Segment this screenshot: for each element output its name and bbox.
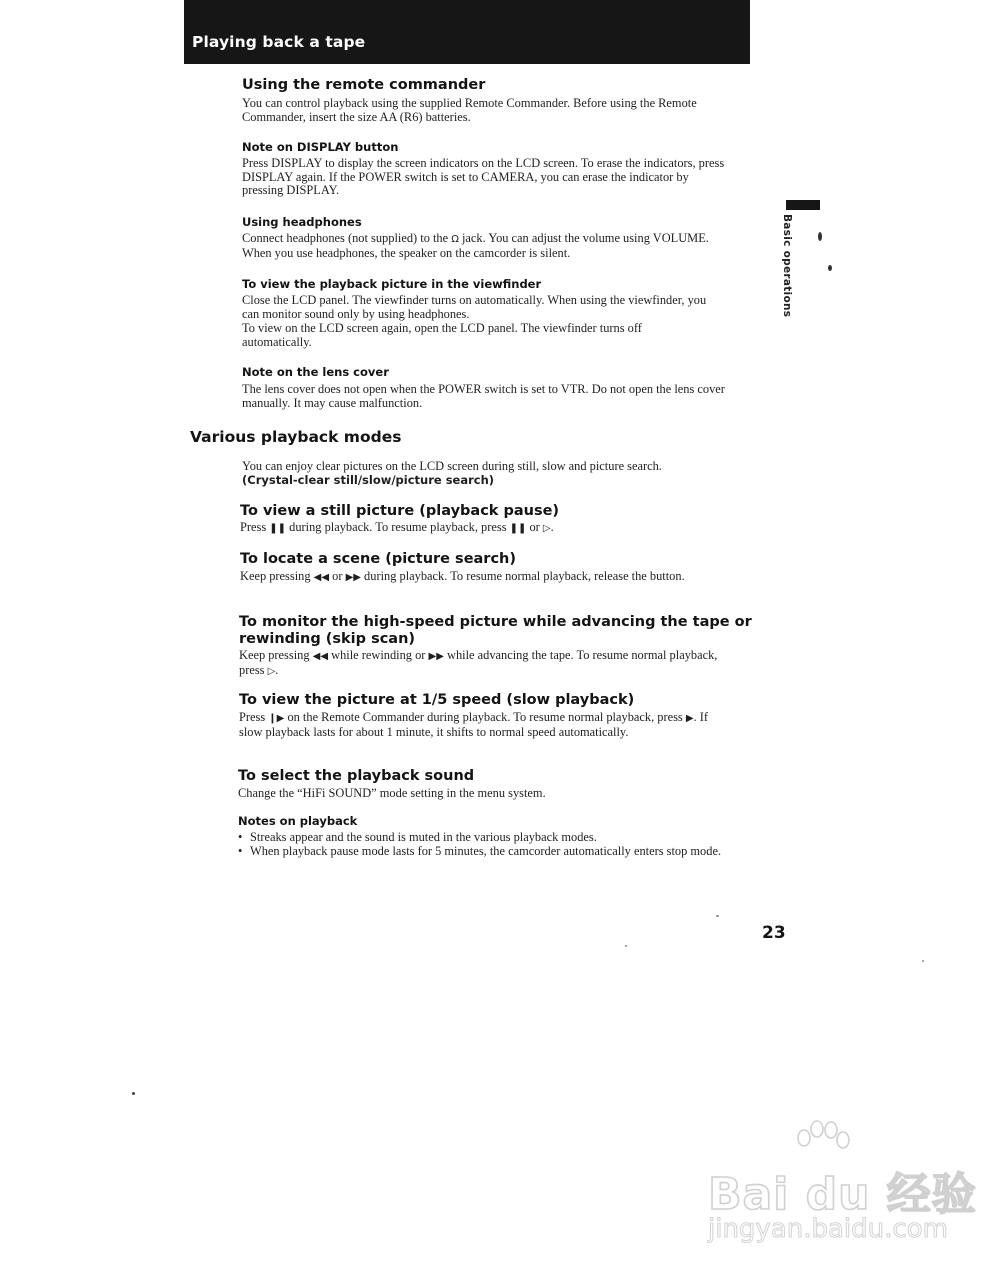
scan-speck: [922, 960, 924, 962]
display-note-heading: Note on DISPLAY button: [242, 140, 399, 154]
still-text: Press ❚❚ during playback. To resume playback, press ❚❚ or ▷.: [240, 520, 554, 534]
fast-forward-icon: ▶▶: [428, 651, 444, 662]
play-icon: ▷: [267, 665, 276, 677]
rewind-icon: ◀◀: [312, 651, 329, 662]
play-icon: ▷: [542, 523, 551, 534]
page-title: Playing back a tape: [192, 33, 366, 51]
list-item: • When playback pause mode lasts for 5 minutes, the camcorder automatically enters stop mode.: [238, 845, 738, 859]
viewfinder-heading: To view the playback picture in the viewfinder: [242, 277, 542, 291]
slow-heading: To view the picture at 1/5 speed (slow playback): [239, 692, 635, 708]
pause-icon: ❚❚: [509, 523, 527, 534]
headphones-icon: Ω: [451, 234, 459, 245]
viewfinder-text-1: Close the LCD panel. The viewfinder turns on automatically. When using the viewfinder, you can monitor sound only by using headphones.: [242, 293, 707, 321]
search-heading: To locate a scene (picture search): [240, 551, 517, 567]
still-heading: To view a still picture (playback pause): [240, 503, 560, 519]
modes-intro-bold: (Crystal-clear still/slow/picture search): [242, 472, 495, 487]
header-bar: [184, 0, 750, 64]
skip-text: Keep pressing ◀◀ while rewinding or ▶▶ while advancing the tape. To resume normal playback, press ▷.: [239, 648, 718, 677]
side-tab-label: Basic operations: [781, 214, 793, 318]
scan-speck: [818, 232, 822, 241]
scan-speck: [132, 1092, 135, 1095]
play-icon: ▶: [685, 713, 694, 724]
scan-speck: [828, 265, 832, 271]
slow-play-icon: ❙▶: [268, 713, 285, 724]
lens-note-heading: Note on the lens cover: [242, 365, 389, 379]
fast-forward-icon: ▶▶: [345, 572, 361, 583]
modes-heading: Various playback modes: [190, 428, 402, 446]
display-note-text: Press DISPLAY to display the screen indicators on the LCD screen. To erase the indicators, press DISPLAY again. If the POWER switch is set to CAMERA, you can erase the indicator by pressing DISPLAY.: [242, 156, 725, 198]
slow-text: Press ❙▶ on the Remote Commander during playback. To resume normal playback, press ▶. If slow playback lasts for about 1 minute, it shifts to normal speed automatically.: [239, 710, 708, 739]
notes-list: [238, 831, 738, 858]
remote-heading: Using the remote commander: [242, 77, 486, 93]
pause-icon: ❚❚: [269, 523, 287, 534]
scan-speck: [716, 915, 719, 917]
sound-heading: To select the playback sound: [238, 768, 475, 784]
headphones-text: Connect headphones (not supplied) to the Ω jack. You can adjust the volume using VOLUME. When you use headphones, the speaker on the camcorder is silent.: [242, 231, 709, 260]
search-text: Keep pressing ◀◀ or ▶▶ during playback. To resume normal playback, release the button.: [240, 569, 685, 583]
skip-heading: To monitor the high-speed picture while advancing the tape or rewinding (skip scan): [239, 614, 752, 647]
remote-text: You can control playback using the supplied Remote Commander. Before using the Remote Commander, insert the size AA (R6) batteries.: [242, 96, 697, 124]
page-number: 23: [762, 923, 786, 943]
rewind-icon: ◀◀: [313, 572, 330, 583]
viewfinder-text-2: To view on the LCD screen again, open the LCD panel. The viewfinder turns off automatically.: [242, 321, 642, 349]
headphones-heading: Using headphones: [242, 215, 362, 229]
lens-note-text: The lens cover does not open when the POWER switch is set to VTR. Do not open the lens cover manually. It may cause malfunction.: [242, 382, 725, 410]
notes-heading: Notes on playback: [238, 814, 358, 828]
sound-text: Change the “HiFi SOUND” mode setting in the menu system.: [238, 786, 546, 800]
side-tab-marker: [786, 200, 820, 210]
modes-intro: You can enjoy clear pictures on the LCD screen during still, slow and picture search. (Crystal-clear still/slow/picture search): [242, 459, 662, 487]
watermark-logo: [706, 1128, 977, 1258]
list-item: • Streaks appear and the sound is muted in the various playback modes.: [238, 831, 738, 845]
watermark-text: Bai du 经验: [708, 1169, 977, 1220]
scan-speck: [625, 945, 627, 947]
watermark-url: jingyan.baidu.com: [708, 1214, 948, 1244]
